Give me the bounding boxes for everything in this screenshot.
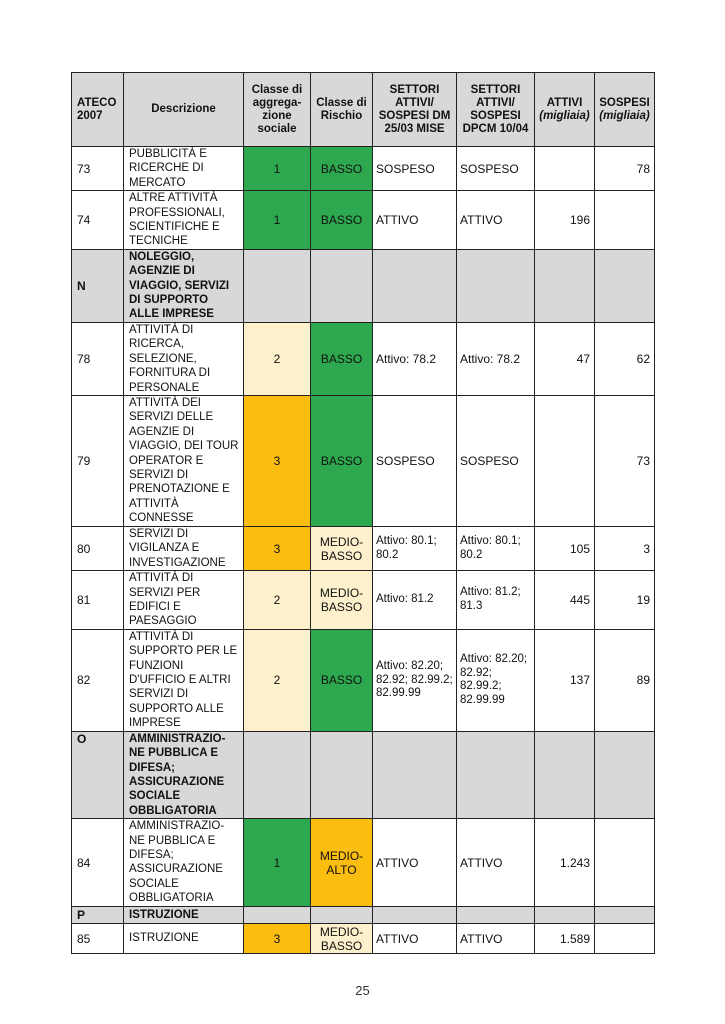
table-row [72,629,655,731]
row-classe-rischio: MEDIO-BASSO [311,526,373,570]
row-classe-aggregazione: 1 [244,191,311,250]
row-settori-dm: Attivo: 81.2 [373,571,457,630]
empty-cell [311,907,373,924]
row-attivi: 47 [535,322,595,395]
table-row [72,322,655,395]
empty-cell [244,907,311,924]
section-code: O [72,731,124,818]
row-code: 84 [72,819,124,907]
row-sospesi [595,819,655,907]
row-sospesi: 3 [595,526,655,570]
empty-cell [311,249,373,322]
row-sospesi: 73 [595,395,655,526]
section-description: NOLEGGIO, AGENZIE DI VIAGGIO, SERVIZI DI SUPPORTO ALLE IMPRESE [124,249,244,322]
row-classe-aggregazione: 3 [244,924,311,954]
row-settori-dpcm: Attivo: 80.1; 80.2 [457,526,535,570]
row-classe-aggregazione: 2 [244,629,311,731]
row-settori-dm: ATTIVO [373,924,457,954]
row-attivi: 445 [535,571,595,630]
row-classe-rischio: BASSO [311,395,373,526]
row-classe-aggregazione: 2 [244,322,311,395]
row-code: 82 [72,629,124,731]
header-attivi [535,73,595,147]
row-classe-rischio: BASSO [311,191,373,250]
section-description: AMMINISTRAZIO-NE PUBBLICA E DIFESA; ASSICURAZIONE SOCIALE OBBLIGATORIA [124,731,244,818]
row-sospesi: 62 [595,322,655,395]
row-code: 85 [72,924,124,954]
row-description: SERVIZI DI VIGILANZA E INVESTIGAZIONE [124,526,244,570]
row-classe-aggregazione: 3 [244,526,311,570]
section-code: N [72,249,124,322]
header-row [72,73,655,147]
table-row [72,526,655,570]
empty-cell [595,249,655,322]
header-sospesi-label: SOSPESI [599,96,650,109]
ateco-table [71,72,655,954]
row-classe-rischio: MEDIO-BASSO [311,924,373,954]
empty-cell [373,249,457,322]
row-description: ATTIVITÀ DI SUPPORTO PER LE FUNZIONI D'UFFICIO E ALTRI SERVIZI DI SUPPORTO ALLE IMPRESE [124,629,244,731]
row-classe-rischio: BASSO [311,147,373,191]
row-sospesi: 89 [595,629,655,731]
table-row [72,819,655,907]
row-classe-aggregazione: 2 [244,571,311,630]
row-code: 78 [72,322,124,395]
row-attivi: 105 [535,526,595,570]
row-settori-dpcm: Attivo: 78.2 [457,322,535,395]
row-settori-dm: ATTIVO [373,819,457,907]
row-description: ATTIVITÀ DEI SERVIZI DELLE AGENZIE DI VIAGGIO, DEI TOUR OPERATOR E SERVIZI DI PRENOTAZIONE E ATTIVITÀ CONNESSE [124,395,244,526]
row-description: AMMINISTRAZIO-NE PUBBLICA E DIFESA; ASSICURAZIONE SOCIALE OBBLIGATORIA [124,819,244,907]
empty-cell [311,731,373,818]
header-sospesi [595,73,655,147]
header-settori-dpcm: SETTORI ATTIVI/ SOSPESI DPCM 10/04 [457,73,535,147]
header-settori-dm: SETTORI ATTIVI/ SOSPESI DM 25/03 MISE [373,73,457,147]
row-settori-dm: ATTIVO [373,191,457,250]
section-description: ISTRUZIONE [124,907,244,924]
row-attivi: 1.243 [535,819,595,907]
section-row [72,249,655,322]
row-description: ISTRUZIONE [124,924,244,954]
row-code: 79 [72,395,124,526]
row-classe-rischio: BASSO [311,322,373,395]
header-ateco: ATECO 2007 [72,73,124,147]
empty-cell [457,907,535,924]
row-sospesi [595,924,655,954]
empty-cell [535,731,595,818]
row-sospesi: 19 [595,571,655,630]
row-classe-rischio: MEDIO-ALTO [311,819,373,907]
row-classe-aggregazione: 1 [244,819,311,907]
header-sospesi-unit: (migliaia) [599,109,650,122]
table-row [72,924,655,954]
row-classe-aggregazione: 1 [244,147,311,191]
header-attivi-label: ATTIVI [546,96,583,109]
table-row [72,191,655,250]
row-attivi: 1.589 [535,924,595,954]
row-sospesi [595,191,655,250]
empty-cell [595,907,655,924]
row-code: 73 [72,147,124,191]
row-settori-dpcm: Attivo: 81.2; 81.3 [457,571,535,630]
row-code: 80 [72,526,124,570]
row-attivi: 196 [535,191,595,250]
header-descrizione: Descrizione [124,73,244,147]
header-classe-aggregazione: Classe di aggrega-zione sociale [244,73,311,147]
row-settori-dpcm: SOSPESO [457,395,535,526]
section-row [72,731,655,818]
row-classe-rischio: MEDIO-BASSO [311,571,373,630]
empty-cell [535,249,595,322]
empty-cell [457,249,535,322]
empty-cell [595,731,655,818]
table-row [72,395,655,526]
row-description: ATTIVITÀ DI RICERCA, SELEZIONE, FORNITURA DI PERSONALE [124,322,244,395]
empty-cell [244,249,311,322]
empty-cell [535,907,595,924]
empty-cell [373,731,457,818]
header-attivi-unit: (migliaia) [539,109,590,122]
table-row [72,571,655,630]
row-attivi [535,147,595,191]
row-classe-aggregazione: 3 [244,395,311,526]
row-sospesi: 78 [595,147,655,191]
row-settori-dpcm: SOSPESO [457,147,535,191]
row-code: 74 [72,191,124,250]
row-settori-dpcm: ATTIVO [457,819,535,907]
header-classe-rischio: Classe di Rischio [311,73,373,147]
row-settori-dm: Attivo: 78.2 [373,322,457,395]
row-settori-dm: SOSPESO [373,147,457,191]
row-settori-dpcm: ATTIVO [457,191,535,250]
row-settori-dpcm: Attivo: 82.20; 82.92; 82.99.2; 82.99.99 [457,629,535,731]
row-attivi [535,395,595,526]
row-classe-rischio: BASSO [311,629,373,731]
row-settori-dm: SOSPESO [373,395,457,526]
table-row [72,147,655,191]
page-number: 25 [355,983,370,998]
row-settori-dpcm: ATTIVO [457,924,535,954]
row-attivi: 137 [535,629,595,731]
row-description: PUBBLICITÀ E RICERCHE DI MERCATO [124,147,244,191]
section-code: P [72,907,124,924]
row-description: ALTRE ATTIVITÀ PROFESSIONALI, SCIENTIFICHE E TECNICHE [124,191,244,250]
empty-cell [373,907,457,924]
row-settori-dm: Attivo: 80.1; 80.2 [373,526,457,570]
section-row [72,907,655,924]
row-settori-dm: Attivo: 82.20; 82.92; 82.99.2; 82.99.99 [373,629,457,731]
empty-cell [457,731,535,818]
row-code: 81 [72,571,124,630]
empty-cell [244,731,311,818]
row-description: ATTIVITÀ DI SERVIZI PER EDIFICI E PAESAGGIO [124,571,244,630]
